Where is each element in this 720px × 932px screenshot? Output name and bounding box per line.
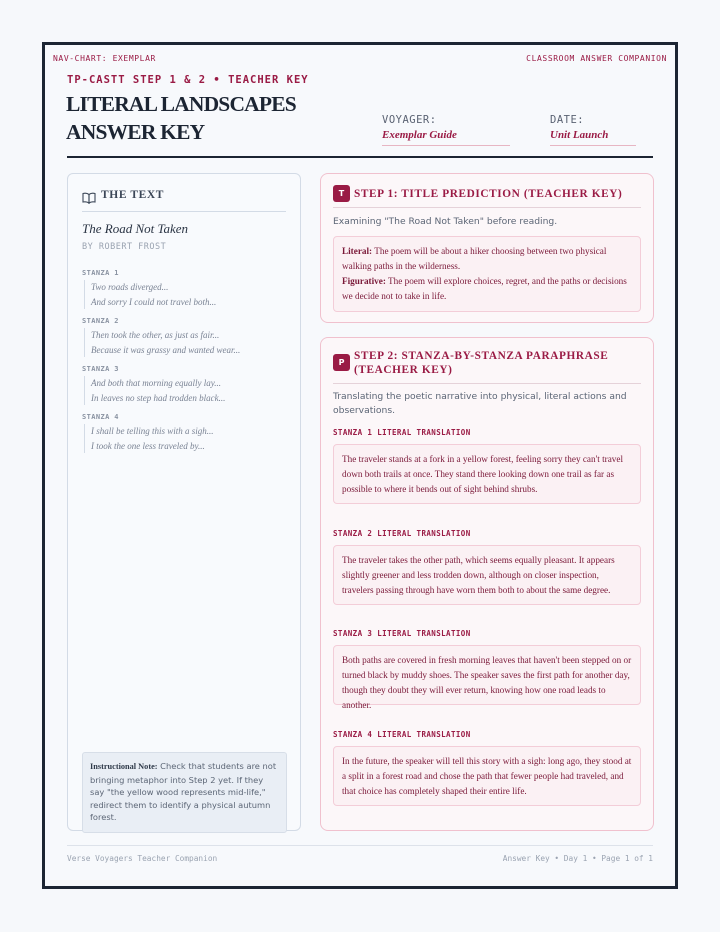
footer-left: Verse Voyagers Teacher Companion [67,854,218,863]
step1-divider [333,207,641,208]
poem-line: And both that morning equally lay... [91,378,221,388]
translation-label: STANZA 2 LITERAL TRANSLATION [333,529,471,538]
date-value: Unit Launch [550,129,636,146]
text-panel-header [82,187,286,212]
instructional-note [82,752,287,833]
voyager-value: Exemplar Guide [382,129,510,146]
figurative-label: Figurative: [342,276,386,286]
page-title [66,90,356,146]
translation-box: The traveler takes the other path, which seems equally pleasant. It appears slightly greener and less trodden down, although on closer inspection, travelers passing through have worn them both to about the same degree. [333,545,641,605]
stanza-label: STANZA 1 [82,269,119,277]
translation-box: Both paths are covered in fresh morning leaves that haven't been stepped on or turned black by muddy shoes. The speaker saves the first path for another day, though they doubt they will ever return, knowing how one road leads to another. [333,645,641,705]
worksheet-frame [42,42,678,889]
translation-box: The traveler stands at a fork in a yellow forest, feeling sorry they can't travel down both trails at once. They stand there looking down one trail as far as possible to where it bends out of sight behind shrubs. [333,444,641,504]
stanza-label: STANZA 3 [82,365,119,373]
poem-title: The Road Not Taken [82,221,189,236]
poem-author: BY ROBERT FROST [82,242,167,252]
step2-divider [333,383,641,384]
kicker: TP-CASTT STEP 1 & 2 • TEACHER KEY [67,74,309,86]
poem-line: In leaves no step had trodden black... [91,392,226,403]
top-meta [53,54,667,66]
stanza-label: STANZA 2 [82,317,119,325]
translation-label: STANZA 1 LITERAL TRANSLATION [333,428,471,437]
page-title-line-1: LITERAL LANDSCAPES [66,92,296,116]
step2-card [320,337,654,831]
literal-prediction [342,244,632,274]
page-title-line-2: ANSWER KEY [66,120,205,144]
poem-line: Two roads diverged... [91,282,169,292]
text-panel [67,173,301,831]
step2-badge: P [333,354,350,371]
stanza-label: STANZA 4 [82,413,119,421]
literal-label: Literal: [342,246,373,256]
translation-label: STANZA 3 LITERAL TRANSLATION [333,629,471,638]
book-icon [82,189,96,201]
date-field [550,114,636,146]
step1-title: STEP 1: TITLE PREDICTION (TEACHER KEY) [354,188,623,200]
step2-title: STEP 2: STANZA-BY-STANZA PARAPHRASE (TEACHER KEY) [354,350,609,376]
poem-line: Because it was grassy and wanted wear... [91,344,241,355]
step1-badge: T [333,185,350,202]
footer-right: Answer Key • Day 1 • Page 1 of 1 [502,854,653,863]
voyager-label: VOYAGER: [382,114,437,126]
stanza-excerpt [82,365,288,405]
step1-answer-box [333,236,641,312]
date-label: DATE: [550,114,585,126]
nav-label: NAV-CHART: EXEMPLAR [53,54,156,63]
translation-label: STANZA 4 LITERAL TRANSLATION [333,730,471,739]
poem-line: Then took the other, as just as fair... [91,330,220,340]
note-text: Check that students are not bringing metaphor into Step 2 yet. If they say "the yellow wood represents mid-life," redirect them to identify a physical autumn forest. [90,761,277,822]
step1-description: Examining "The Road Not Taken" before reading. [333,216,558,227]
voyager-field [382,114,510,146]
poem-line: I took the one less traveled by... [91,440,205,451]
stanza-excerpt [82,413,288,453]
step1-card [320,173,654,323]
stanza-excerpt [82,269,288,309]
figurative-text: The poem will explore choices, regret, and the paths or decisions we decide not to take in life. [342,276,627,301]
header-divider [67,156,653,158]
note-label: Instructional Note: [90,762,158,771]
figurative-prediction [342,274,632,304]
translation-box: In the future, the speaker will tell this story with a sigh: long ago, they stood at a split in a forest road and chose the path that fewer people had traveled, and that choice has completely shaped their entire life. [333,746,641,806]
stanza-excerpt [82,317,288,357]
literal-text: The poem will be about a hiker choosing between two physical walking paths in the wilderness. [342,246,607,271]
poem-line: And sorry I could not travel both... [91,296,217,307]
step2-description: Translating the poetic narrative into physical, literal actions and observations. [333,391,627,416]
companion-label: CLASSROOM ANSWER COMPANION [526,54,667,63]
poem-line: I shall be telling this with a sigh... [91,426,214,436]
text-panel-heading: THE TEXT [101,189,165,201]
footer-divider [67,845,653,846]
